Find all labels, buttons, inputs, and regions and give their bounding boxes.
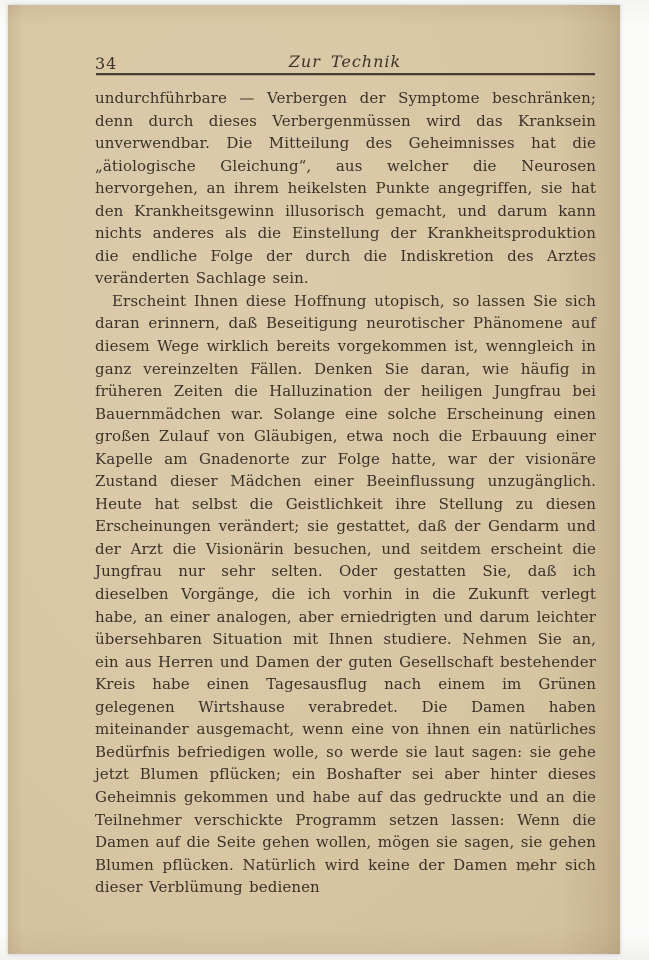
- page-number: 34: [95, 54, 118, 73]
- page-body: [95, 87, 596, 899]
- paragraph: undurchführbare — Verbergen der Symptome beschränken; denn durch dieses Verbergenmüssen wird das Kranksein unverwendbar. Die Mitteilung des Geheimnisses hat die „ätiologische Gleichung“, aus welcher die Neurosen hervorgehen, an ihrem heikelsten Punkte angegriffen, sie hat den Krankheitsgewinn illusorisch gemacht, und darum kann nichts anderes als die Einstellung der Krankheitsproduktion die endliche Folge der durch die Indiskretion des Arztes veränderten Sachlage sein.: [95, 89, 596, 288]
- book-page: [8, 5, 620, 954]
- header-rule: [96, 73, 595, 75]
- running-title: Zur Technik: [288, 52, 402, 71]
- paragraph: Erscheint Ihnen diese Hoffnung utopisch, so lassen Sie sich daran erinnern, daß Beseitigung neurotischer Phänomene auf diesem Wege wirklich bereits vorgekommen ist, wenngleich in ganz vereinzelten Fällen. Denken Sie daran, wie häufig in früheren Zeiten die Halluzination der heiligen Jungfrau bei Bauernmädchen war. Solange eine solche Erscheinung einen großen Zulauf von Gläubigen, etwa noch die Erbauung einer Kapelle am Gnadenorte zur Folge hatte, war der visionäre Zustand dieser Mädchen einer Beeinflussung unzugänglich. Heute hat selbst die Geistlichkeit ihre Stellung zu diesen Erscheinungen verändert; sie gestattet, daß der Gendarm und der Arzt die Visionärin besuchen, und seitdem erscheint die Jungfrau nur sehr selten. Oder gestatten Sie, daß ich dieselben Vorgänge, die ich vorhin in die Zukunft verlegt habe, an einer analogen, aber erniedrigten und darum leichter übersehbaren Situation mit Ihnen studiere. Nehmen Sie an, ein aus Herren und Damen der guten Gesellschaft bestehender Kreis habe einen Tagesausflug nach einem im Grünen gelegenen Wirtshause verabredet. Die Damen haben miteinander ausgemacht, wenn eine von ihnen ein natürliches Bedürfnis befriedigen wolle, so werde sie laut sagen: sie gehe jetzt Blumen pflücken; ein Boshafter sei aber hinter dieses Geheimnis gekommen und habe auf das gedruckte und an die Teilnehmer verschickte Programm setzen lassen: Wenn die Damen auf die Seite gehen wollen, mögen sie sagen, sie gehen Blumen pflücken. Natürlich wird keine der Damen mehr sich dieser Verblümung bedienen: [95, 291, 596, 897]
- page-header: [95, 52, 595, 74]
